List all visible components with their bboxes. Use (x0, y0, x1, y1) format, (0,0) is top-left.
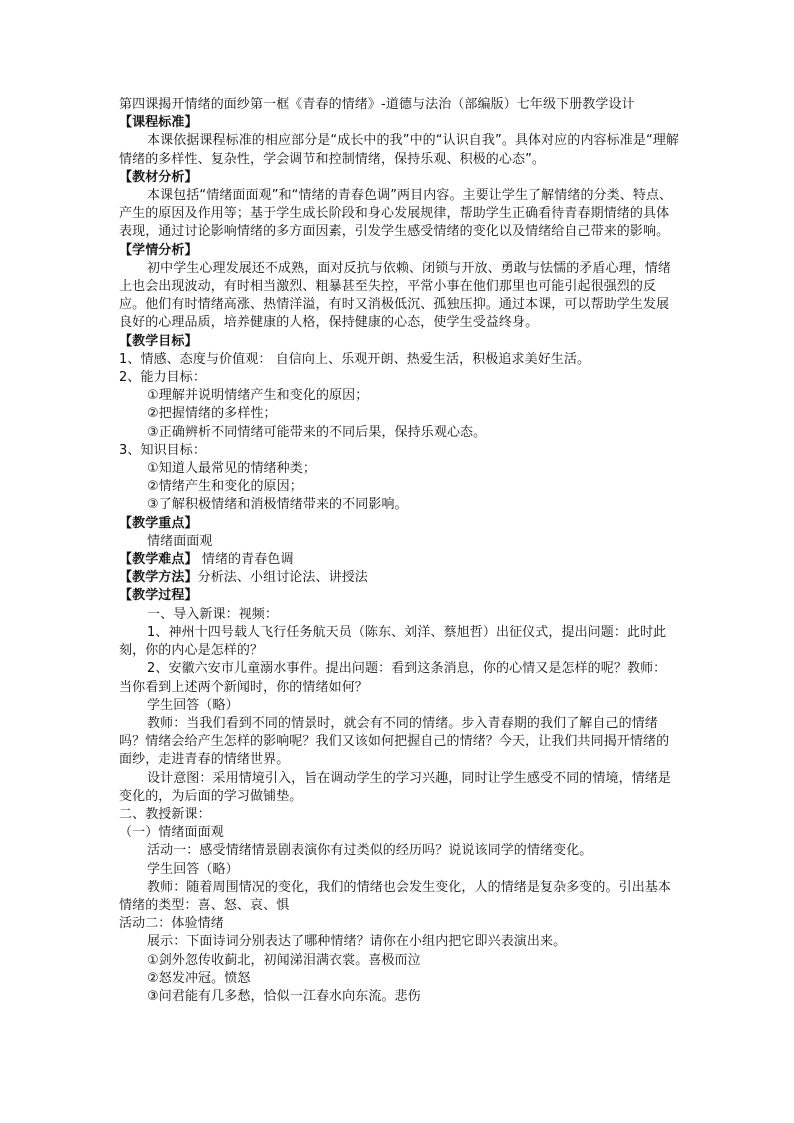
goal-ability-heading: 2、能力目标： (119, 370, 206, 386)
goal-ability-item: ②把握情绪的多样性； (147, 406, 277, 422)
goal-ability-item: ①理解并说明情绪产生和变化的原因； (147, 388, 369, 404)
student-answer: 学生回答（略） (147, 861, 239, 877)
key-points-text: 情绪面面观 (147, 533, 213, 549)
paragraph-student-analysis: 初中学生心理发展还不成熟，面对反抗与依赖、闭锁与开放、勇敢与怯懦的矛盾心理，情绪上也会出现波动，有时相当激烈、粗暴甚至失控，平常小事在他们那里也可能引起很强烈的反应。他们有时情绪高涨、热情洋溢，有时又消极低沉、孤独压抑。通过本课，可以帮助学生发展良好的心理品质，培养健康的人格，保持健康的心态，使学生受益终身。 (119, 260, 672, 331)
subsection-heading: （一）情绪面面观 (119, 825, 224, 841)
section-heading-teaching-methods: 【教学方法】 (119, 570, 198, 586)
activity-2-heading: 活动二：体验情绪 (119, 916, 224, 932)
goal-knowledge-item: ①知道人最常见的情绪种类； (147, 461, 316, 477)
paragraph-curriculum-standard: 本课依据课程标准的相应部分是“成长中的我”中的“认识自我”。具体对应的内容标准是“理解情绪的多样性、复杂性，学会调节和控制情绪，保持乐观、积极的心态”。 (119, 133, 679, 167)
goal-knowledge-item: ③了解积极情绪和消极情绪带来的不同影响。 (147, 497, 408, 513)
activity-1: 活动一：感受情绪情景剧表演你有过类似的经历吗？说说该同学的情绪变化。 (147, 843, 593, 859)
intro-item-1: 1、神州十四号载人飞行任务航天员（陈东、刘洋、蔡旭哲）出征仪式，提出问题：此时此刻，你的内心是怎样的？ (119, 624, 667, 659)
goal-emotion: 1、情感、态度与价值观： 自信向上、乐观开朗、热爱生活，积极追求美好生活。 (119, 351, 591, 367)
design-intent: 设计意图：采用情境引入，旨在调动学生的学习兴趣，同时让学生感受不同的情境，情绪是变化的，为后面的学习做铺垫。 (119, 770, 672, 804)
difficult-points-line (119, 551, 679, 569)
intro-heading: 一、导入新课：视频： (147, 606, 279, 622)
section-heading-textbook-analysis: 【教材分析】 (119, 169, 198, 185)
teacher-speech: 教师：当我们看到不同的情景时，就会有不同的情绪。步入青春期的我们了解自己的情绪吗？情绪会给产生怎样的影响呢？我们又该如何把握自己的情绪？今天，让我们共同揭开情绪的面纱，走进青春的情绪世界。 (119, 715, 670, 768)
intro-item-2: 2、安徽六安市儿童溺水事件。提出问题：看到这条消息，你的心情又是怎样的呢？教师：当你看到上述两个新闻时，你的情绪如何？ (119, 661, 667, 695)
section-heading-difficult-points: 【教学难点】 (119, 552, 198, 568)
document-title: 第四课揭开情绪的面纱第一框《青春的情绪》-道德与法治（部编版）七年级下册教学设计 (119, 97, 635, 112)
section-heading-curriculum-standard: 【课程标准】 (119, 115, 198, 131)
poem-item: ③问君能有几多愁，恰似一江春水向东流。悲伤 (147, 988, 421, 1004)
section-heading-key-points: 【教学重点】 (119, 515, 198, 531)
document-body (119, 96, 679, 1006)
display-text: 展示：下面诗词分别表达了哪种情绪？请你在小组内把它即兴表演出来。 (147, 934, 567, 950)
teaching-methods-line (119, 569, 679, 587)
teaching-methods-text: 分析法、小组讨论法、讲授法 (197, 570, 368, 586)
goal-knowledge-item: ②情绪产生和变化的原因； (147, 479, 303, 495)
poem-item: ②怒发冲冠。愤怒 (147, 970, 251, 986)
difficult-points-text: 情绪的青春色调 (197, 552, 294, 568)
goal-knowledge-heading: 3、知识目标： (119, 442, 206, 458)
section-heading-student-analysis: 【学情分析】 (119, 242, 198, 258)
section-heading-teaching-goals: 【教学目标】 (119, 333, 198, 349)
teacher-speech: 教师：随着周围情况的变化，我们的情绪也会发生变化，人的情绪是复杂多变的。引出基本情绪的类型：喜、怒、哀、惧 (119, 879, 672, 913)
paragraph-textbook-analysis: 本课包括“情绪面面观”和“情绪的青春色调”两目内容。主要让学生了解情绪的分类、特点、产生的原因及作用等；基于学生成长阶段和身心发展规律，帮助学生正确看待青春期情绪的具体表现，通过讨论影响情绪的多方面因素，引发学生感受情绪的变化以及情绪给自己带来的影响。 (119, 188, 673, 240)
new-lesson-heading: 二、教授新课： (119, 806, 211, 822)
poem-item: ①剑外忽传收蓟北，初闻涕泪满衣裳。喜极而泣 (147, 952, 421, 968)
student-answer: 学生回答（略） (147, 697, 239, 713)
section-heading-teaching-process: 【教学过程】 (119, 588, 198, 604)
goal-ability-item: ③正确辨析不同情绪可能带来的不同后果，保持乐观心态。 (147, 424, 487, 440)
